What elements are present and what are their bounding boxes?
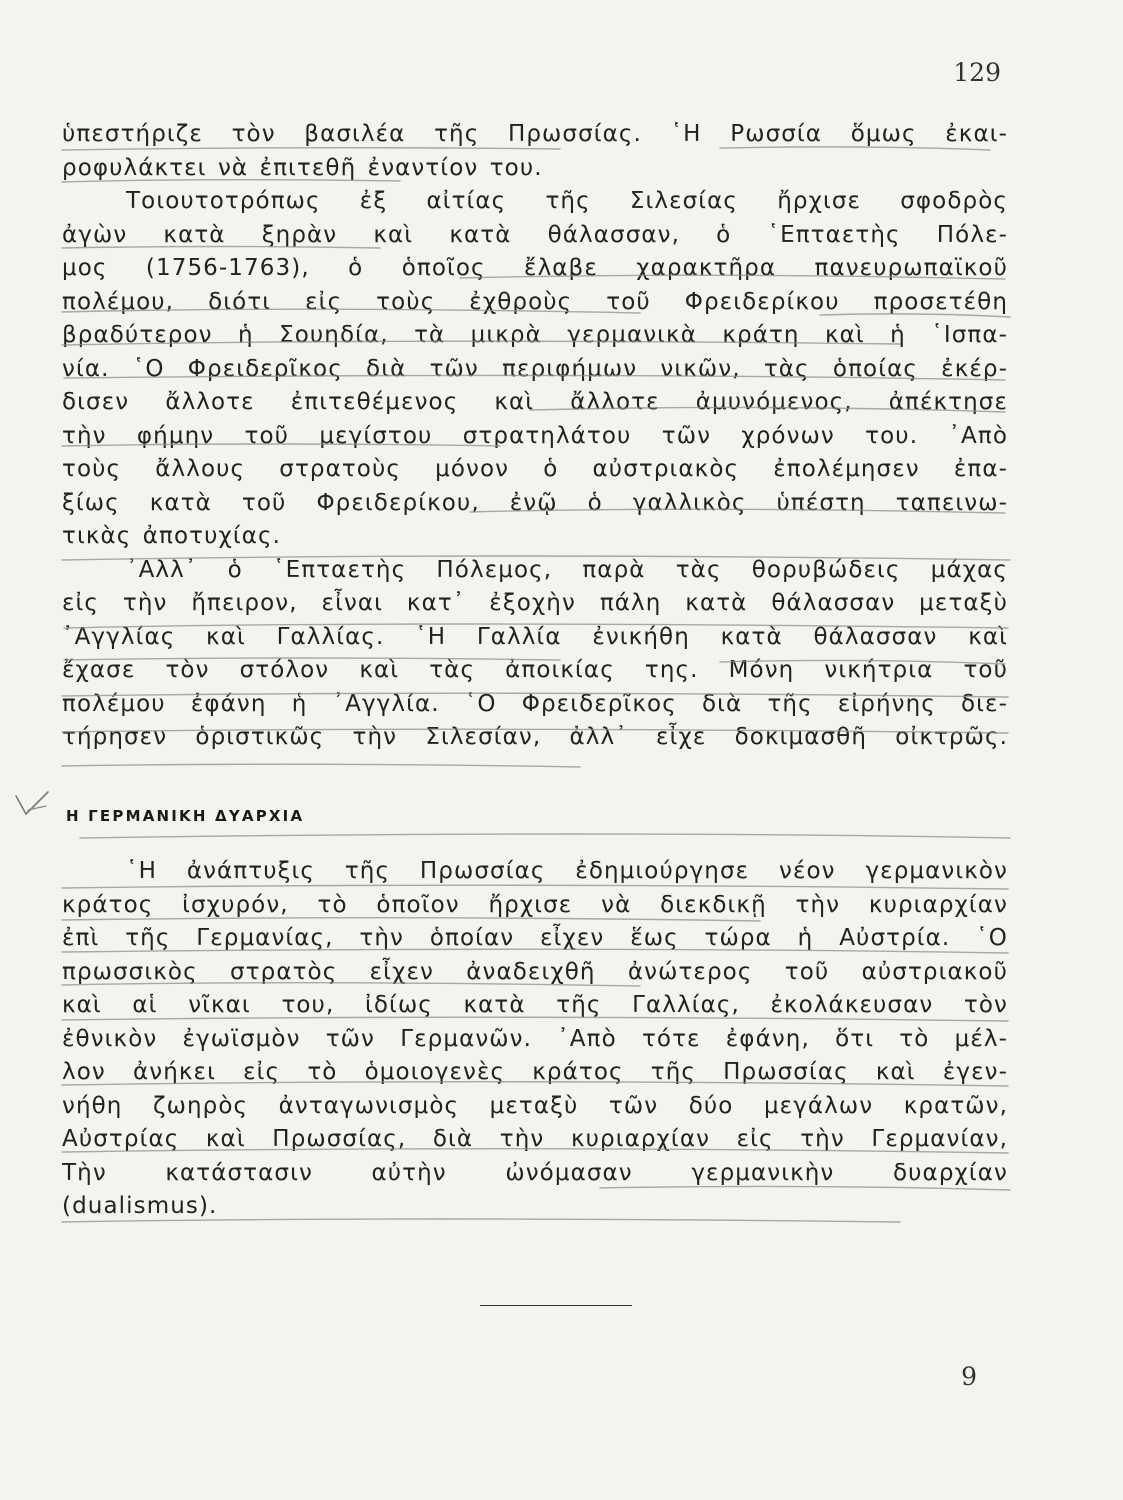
text-line: Αὐστρίας καὶ Πρωσσίας, διὰ τὴν κυριαρχίαν εἰς τὴν Γερμανίαν,	[62, 1126, 1008, 1152]
text-line: ξίως κατὰ τοῦ Φρειδερίκου, ἐνῷ ὁ γαλλικὸς ὑπέστη ταπεινω-	[62, 489, 1008, 516]
text-line: ροφυλάκτει νὰ ἐπιτεθῆ ἐναντίον του.	[62, 154, 543, 181]
text-line: βραδύτερον ἡ Σουηδία, τὰ μικρὰ γερμανικὰ κράτη καὶ ἡ ῾Ισπα-	[62, 322, 1008, 348]
text-line: ἀγὼν κατὰ ξηρὰν καὶ κατὰ θάλασσαν, ὁ ῾Επταετὴς Πόλε-	[62, 221, 1008, 248]
text-line: νία. ῾Ο Φρειδερῖκος διὰ τῶν περιφήμων νικῶν, τὰς ὁποίας ἐκέρ-	[62, 355, 1008, 382]
text-line: πολέμου ἐφάνη ἡ ᾿Αγγλία. ῾Ο Φρειδερῖκος διὰ τῆς εἰρήνης διε-	[62, 690, 1008, 717]
printer-signature-mark: 9	[961, 1362, 977, 1391]
text-line: ἔχασε τὸν στόλον καὶ τὰς ἀποικίας της. Μόνη νικήτρια τοῦ	[62, 657, 1008, 683]
text-line: τὴν φήμην τοῦ μεγίστου στρατηλάτου τῶν χρόνων του. ᾿Απὸ	[62, 422, 1008, 449]
text-line: ῾Η ἀνάπτυξις τῆς Πρωσσίας ἐδημιούργησε νέον γερμανικὸν	[126, 858, 1008, 884]
text-line: νήθη ζωηρὸς ἀνταγωνισμὸς μεταξὺ τῶν δύο μεγάλων κρατῶν,	[62, 1092, 1008, 1119]
text-line: τήρησεν ὁριστικῶς τὴν Σιλεσίαν, ἀλλ᾿ εἶχε δοκιμασθῆ οἰκτρῶς.	[62, 724, 1008, 750]
closing-rule	[480, 1305, 632, 1306]
text-line: ἐθνικὸν ἐγωϊσμὸν τῶν Γερμανῶν. ᾿Απὸ τότε ἐφάνη, ὅτι τὸ μέλ-	[62, 1025, 1008, 1052]
text-line: τικὰς ἀποτυχίας.	[62, 523, 282, 549]
text-block-section	[62, 855, 1008, 1224]
text-line: τοὺς ἄλλους στρατοὺς μόνον ὁ αὐστριακὸς ἐπολέμησεν ἐπα-	[62, 456, 1008, 482]
text-line: καὶ αἱ νῖκαι του, ἰδίως κατὰ τῆς Γαλλίας, ἐκολάκευσαν τὸν	[62, 992, 1008, 1018]
text-line: Τοιουτοτρόπως ἐξ αἰτίας τῆς Σιλεσίας ἤρχισε σφοδρὸς	[126, 188, 1008, 214]
text-line: λον ἀνήκει εἰς τὸ ὁμοιογενὲς κράτος τῆς Πρωσσίας καὶ ἐγεν-	[62, 1059, 1008, 1085]
text-line: εἰς τὴν ἤπειρον, εἶναι κατ᾿ ἐξοχὴν πάλη κατὰ θάλασσαν μεταξὺ	[62, 590, 1008, 616]
text-line: ᾿Αγγλίας καὶ Γαλλίας. ῾Η Γαλλία ἐνικήθη κατὰ θάλασσαν καὶ	[62, 623, 1008, 650]
text-line: ὑπεστήριζε τὸν βασιλέα τῆς Πρωσσίας. ῾Η Ρωσσία ὅμως ἐκαι-	[62, 121, 1008, 147]
text-line: δισεν ἄλλοτε ἐπιτεθέμενος καὶ ἄλλοτε ἀμυνόμενος, ἀπέκτησε	[62, 389, 1008, 415]
section-heading: Η ΓΕΡΜΑΝΙΚΗ ΔΥΑΡΧΙΑ	[66, 807, 305, 825]
page-number: 129	[953, 58, 1001, 87]
text-line: πολέμου, διότι εἰς τοὺς ἐχθροὺς τοῦ Φρειδερίκου προσετέθη	[62, 288, 1008, 315]
text-line: Τὴν κατάστασιν αὐτὴν ὠνόμασαν γερμανικὴν δυαρχίαν	[62, 1159, 1008, 1186]
text-block-top	[62, 118, 1008, 755]
text-line: κράτος ἰσχυρόν, τὸ ὁποῖον ἤρχισε νὰ διεκδικῇ τὴν κυριαρχίαν	[62, 891, 1008, 918]
text-line: ᾿Αλλ᾿ ὁ ῾Επταετὴς Πόλεμος, παρὰ τὰς θορυβώδεις μάχας	[126, 556, 1008, 583]
text-line: πρωσσικὸς στρατὸς εἶχεν ἀναδειχθῆ ἀνώτερος τοῦ αὐστριακοῦ	[62, 958, 1008, 985]
text-line: μος (1756-1763), ὁ ὁποῖος ἔλαβε χαρακτῆρα πανευρωπαϊκοῦ	[62, 255, 1008, 281]
text-line: ἐπὶ τῆς Γερμανίας, τὴν ὁποίαν εἶχεν ἕως τώρα ἡ Αὐστρία. ῾Ο	[62, 925, 1008, 951]
pencil-check-mark-icon	[12, 788, 52, 822]
text-line: (dualismus).	[62, 1193, 218, 1219]
